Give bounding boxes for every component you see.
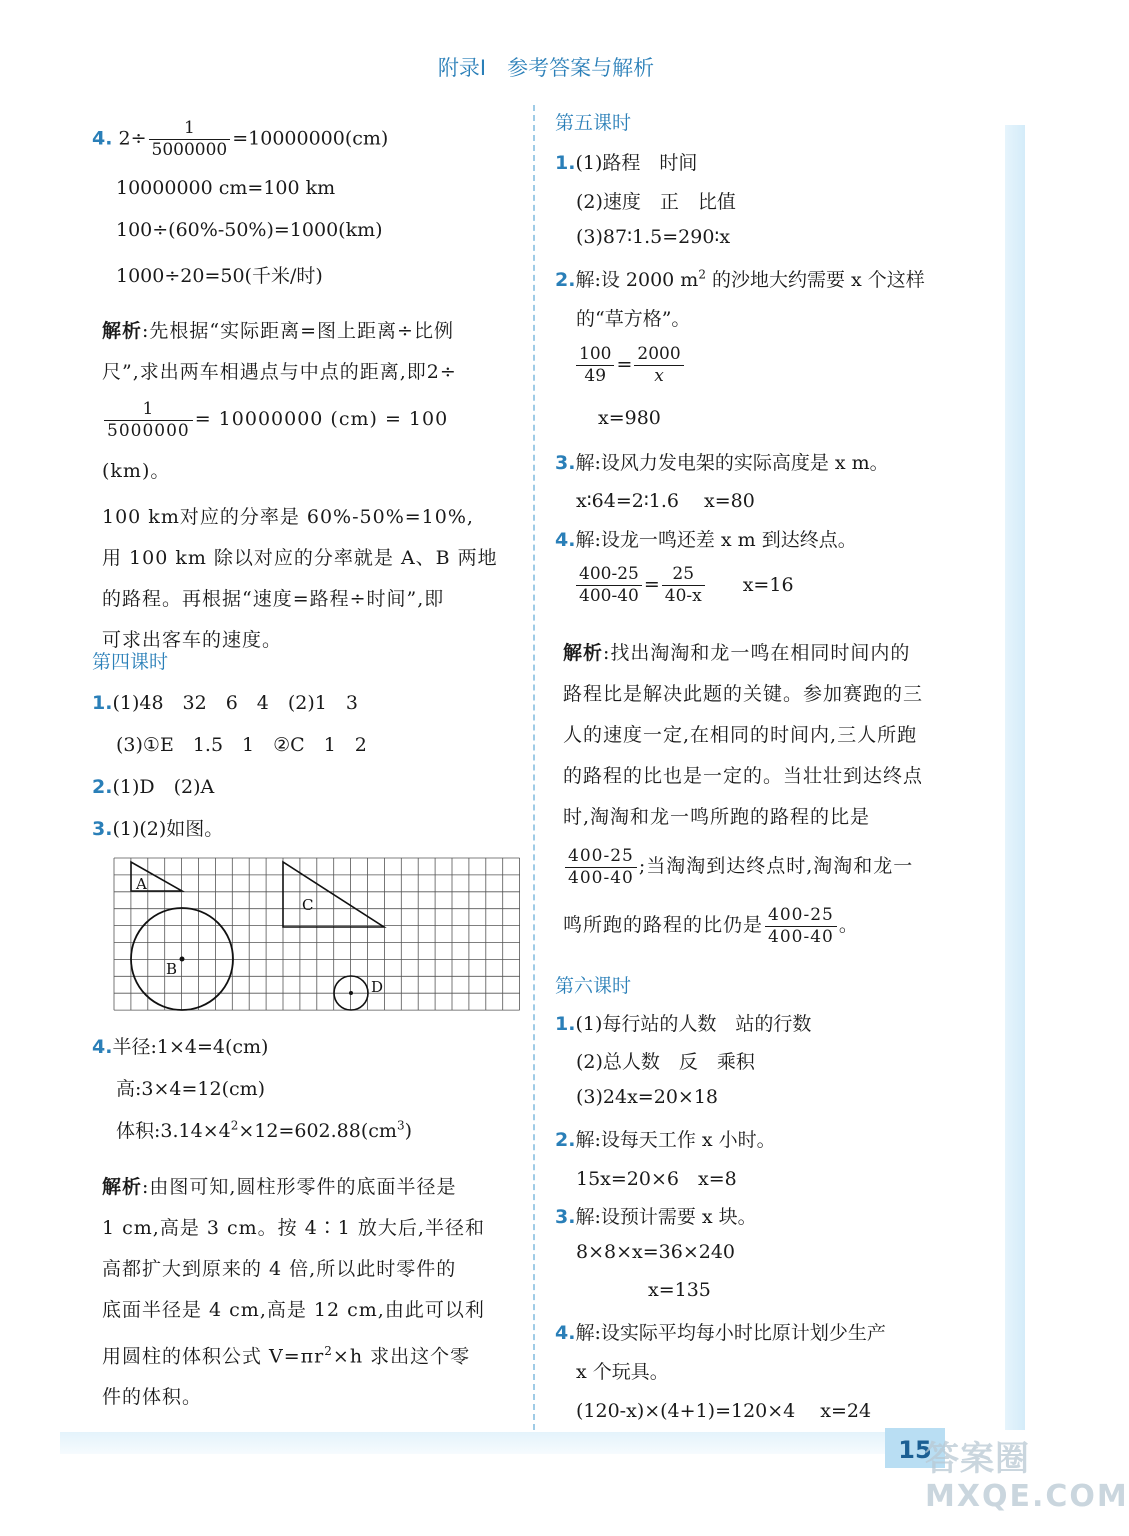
left-q4-line3: 100÷(60%-50%)=1000(km) [116, 219, 383, 241]
answer-text: 解:设每天工作 x 小时。 [575, 1129, 776, 1151]
answer-text: 体积:3.14×4 [116, 1120, 231, 1142]
left-q4-line1 [92, 118, 388, 161]
question-number: 2. [555, 269, 576, 291]
analysis-text: 路程比是解决此题的关键。参加赛跑的三 [563, 683, 924, 705]
fraction [634, 344, 683, 387]
answer-text: 解:设龙一鸣还差 x m 到达终点。 [575, 529, 857, 551]
superscript: 2 [230, 1118, 239, 1133]
analysis-text: ×h 求出这个零 [332, 1345, 471, 1368]
question-number: 3. [92, 818, 113, 840]
analysis-text: :先根据“实际距离=图上距离÷比例 [142, 320, 454, 342]
answer-text: (1)路程 时间 [575, 152, 698, 174]
question-number: 1. [92, 692, 113, 714]
watermark [925, 1440, 1129, 1516]
fraction [765, 905, 837, 948]
s4-q2 [92, 772, 214, 799]
column-divider [533, 105, 535, 1430]
answer-text: ) [404, 1120, 412, 1142]
s5-q2-line1 [555, 265, 925, 292]
question-number: 4. [555, 529, 576, 551]
s6-q3-line2: 8×8×x=36×240 [576, 1241, 736, 1263]
section-title-6: 第六课时 [555, 975, 632, 997]
analysis-fraction-line [102, 393, 522, 497]
fraction [576, 344, 614, 387]
equals-sign: = [616, 353, 633, 376]
page-number: 15 [885, 1428, 945, 1468]
numerator: 400-25 [565, 846, 637, 868]
denominator: x [654, 366, 664, 386]
s6-q2-line2: 15x=20×6 x=8 [576, 1168, 737, 1190]
analysis-text: 。 [838, 914, 859, 936]
fraction [565, 846, 637, 889]
analysis-fraction-line [563, 894, 993, 956]
s4-q1-line2: (3)①E 1.5 1 ②C 1 2 [116, 734, 367, 756]
question-number: 4. [92, 127, 113, 150]
question-number: 1. [555, 1013, 576, 1035]
s5-q2-line2: 的“草方格”。 [576, 308, 691, 330]
equals-sign: = [643, 573, 660, 596]
question-number: 3. [555, 452, 576, 474]
label-b: B [166, 960, 178, 978]
answer-text: ×12=602.88(cm [238, 1120, 397, 1142]
s5-q2-answer: x=980 [598, 407, 661, 429]
section-title-5: 第五课时 [555, 112, 632, 134]
s6-q3-line1 [555, 1202, 757, 1229]
analysis-block-1 [102, 311, 522, 661]
denominator: 400-40 [568, 867, 634, 888]
superscript: 3 [396, 1118, 405, 1133]
s6-q4-line2: x 个玩具。 [576, 1361, 669, 1383]
left-q4-line4: 1000÷20=50(千米/时) [116, 265, 323, 287]
analysis-text: 高都扩大到原来的 4 倍,所以此时零件的 [102, 1258, 457, 1280]
answer-text: 解:设风力发电架的实际高度是 x m。 [575, 452, 889, 474]
s6-q1-line3: (3)24x=20×18 [576, 1086, 718, 1108]
watermark-top: 答案圈 [925, 1439, 1030, 1479]
answer-text: 解:设预计需要 x 块。 [575, 1206, 757, 1228]
question-number: 3. [555, 1206, 576, 1228]
s6-q4-line3: (120-x)×(4+1)=120×4 x=24 [576, 1400, 872, 1422]
denominator: 5000000 [151, 140, 228, 160]
fraction [662, 564, 705, 607]
analysis-block-3 [563, 633, 993, 956]
answer-text: 的沙地大约需要 x 个这样 [705, 269, 925, 291]
s4-q4-line2: 高:3×4=12(cm) [116, 1078, 266, 1100]
question-number: 2. [555, 1129, 576, 1151]
denominator: 400-40 [768, 926, 834, 947]
answer-text: x=16 [742, 573, 794, 596]
analysis-text: 用圆柱的体积公式 V=πr [102, 1345, 325, 1368]
answer-text: 解:设实际平均每小时比原计划少生产 [575, 1322, 886, 1344]
analysis-text: 的路程的比也是一定的。当壮壮到达终点 [563, 765, 924, 787]
label-a: A [136, 875, 147, 893]
s5-q3-line1 [555, 448, 889, 475]
superscript: 2 [698, 267, 706, 282]
numerator: 1 [149, 118, 231, 140]
analysis-text: 件的体积。 [102, 1386, 203, 1409]
numerator: 400-25 [765, 905, 837, 927]
grid-figure [114, 858, 520, 1010]
analysis-block-2 [102, 1167, 522, 1418]
left-q4-line2: 10000000 cm=100 km [116, 177, 336, 199]
watermark-bottom: MXQE.COM [925, 1479, 1129, 1514]
analysis-text: 100 km对应的分率是 60%-50%=10%, [102, 506, 474, 528]
numerator: 1 [104, 399, 193, 421]
analysis-text: 用 100 km 除以对应的分率就是 A、B 两地 [102, 547, 498, 569]
s5-q4-equation [574, 564, 794, 607]
s6-q2-line1 [555, 1125, 776, 1152]
section-title-4: 第四课时 [92, 651, 169, 673]
fraction [104, 399, 193, 442]
analysis-text: 底面半径是 4 cm,高是 12 cm,由此可以利 [102, 1299, 485, 1321]
question-number: 4. [92, 1036, 113, 1058]
answer-text: (1)每行站的人数 站的行数 [575, 1013, 812, 1035]
question-number: 4. [555, 1322, 576, 1344]
s5-q1-line1 [555, 148, 697, 175]
s6-q1-line1 [555, 1009, 811, 1036]
question-number: 2. [92, 776, 113, 798]
denominator: 49 [584, 366, 607, 386]
analysis-text: 1 cm,高是 3 cm。按 4∶1 放大后,半径和 [102, 1217, 485, 1239]
analysis-text: ;当淘淘到达终点时,淘淘和龙一 [638, 855, 914, 877]
s4-q1-line1 [92, 688, 358, 715]
fraction [576, 564, 642, 607]
analysis-text: :找出淘淘和龙一鸣在相同时间内的 [603, 642, 911, 664]
answer-text: 半径:1×4=4(cm) [112, 1036, 269, 1058]
analysis-label: 解析 [563, 642, 604, 664]
answer-text: (1)D (2)A [112, 776, 215, 798]
center-d [349, 991, 353, 995]
s5-q4-line1 [555, 525, 857, 552]
numerator: 2000 [634, 344, 683, 366]
analysis-text: 可求出客车的速度。 [102, 629, 283, 651]
page-header: 附录Ⅰ 参考答案与解析 [437, 56, 655, 80]
s6-q1-line2: (2)总人数 反 乘积 [576, 1051, 755, 1073]
analysis-text [102, 1331, 522, 1377]
s4-q3 [92, 814, 223, 841]
s5-q3-line2: x∶64=2∶1.6 x=80 [576, 490, 755, 512]
numerator: 400-25 [576, 564, 642, 586]
s5-q1-line3: (3)87∶1.5=290∶x [576, 226, 731, 248]
expr-text: =10000000(cm) [232, 127, 389, 150]
analysis-text: 尺”,求出两车相遇点与中点的距离,即2÷ [102, 361, 457, 383]
denominator: 5000000 [107, 420, 190, 441]
numerator: 100 [576, 344, 614, 366]
s6-q3-line3: x=135 [648, 1279, 711, 1301]
s4-q4-line1 [92, 1032, 268, 1059]
analysis-label: 解析 [102, 320, 143, 342]
question-number: 1. [555, 152, 576, 174]
superscript: 2 [324, 1344, 333, 1358]
s5-q1-line2: (2)速度 正 比值 [576, 191, 736, 213]
expr-text: 2÷ [118, 127, 147, 150]
analysis-text: 人的速度一定,在相同的时间内,三人所跑 [563, 724, 918, 746]
analysis-text: 时,淘淘和龙一鸣所跑的路程的比是 [563, 806, 871, 828]
label-c: C [302, 896, 314, 914]
fraction [149, 118, 231, 161]
s4-q4-line3 [116, 1116, 412, 1143]
analysis-text: :由图可知,圆柱形零件的底面半径是 [142, 1176, 457, 1198]
answer-text: (1)48 32 6 4 (2)1 3 [112, 692, 358, 714]
analysis-fraction-line [563, 838, 993, 894]
analysis-label: 解析 [102, 1176, 143, 1198]
s5-q2-equation [574, 344, 686, 387]
analysis-text: 鸣所跑的路程的比仍是 [563, 914, 764, 936]
denominator: 400-40 [579, 586, 639, 606]
denominator: 40-x [664, 586, 702, 606]
s6-q4-line1 [555, 1318, 886, 1345]
analysis-text: 的路程。再根据“速度=路程÷时间”,即 [102, 588, 445, 610]
answer-text: (1)(2)如图。 [112, 818, 224, 840]
bottom-band [60, 1432, 940, 1454]
label-d: D [371, 978, 384, 996]
analysis-text: = 10000000 (cm) = 100 (km)。 [102, 408, 449, 482]
right-margin-strip [1005, 125, 1025, 1430]
numerator: 25 [662, 564, 705, 586]
answer-text: 解:设 2000 m [575, 269, 699, 291]
center-b [180, 957, 185, 962]
